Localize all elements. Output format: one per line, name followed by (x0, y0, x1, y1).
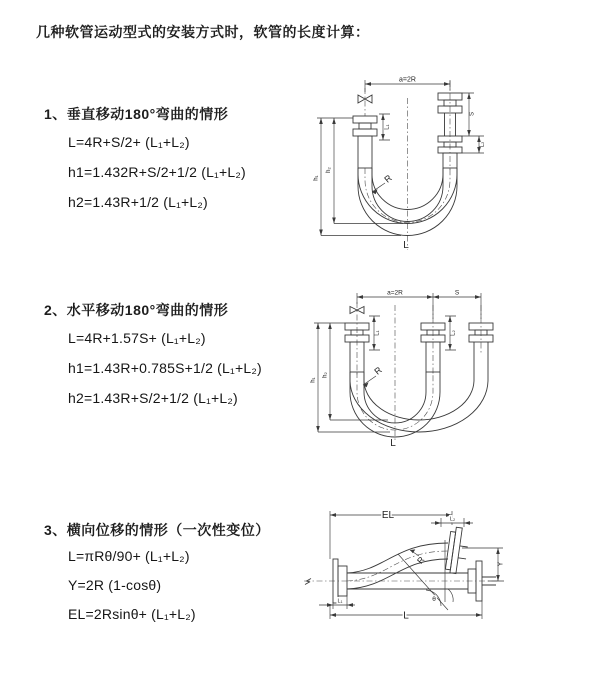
label-l2: L₂ (450, 330, 457, 336)
dimension-a2r-s (357, 290, 481, 320)
label-el: EL (381, 510, 395, 521)
u-bend-hose (350, 342, 488, 437)
radius-leader (363, 364, 384, 387)
formula-1-h2: h2=1.43R+1/2 (L₁+L₂) (68, 194, 208, 210)
label-l-total: L (390, 438, 396, 449)
dimension-h2 (326, 118, 403, 224)
label-h2: h₂ (322, 372, 329, 378)
label-s: S (454, 289, 460, 297)
dimension-l1 (379, 114, 391, 140)
label-a2r: a=2R (387, 289, 403, 297)
dimension-l1 (319, 591, 355, 609)
dimension-l2 (445, 316, 457, 350)
formula-2-h2: h2=1.43R+S/2+1/2 (L₁+L₂) (68, 390, 238, 406)
displaced-flange-fitting (445, 527, 470, 575)
label-l1: L₁ (384, 124, 391, 130)
formula-1-h1: h1=1.432R+S/2+1/2 (L₁+L₂) (68, 164, 246, 180)
dimension-s (462, 93, 484, 136)
label-l-total: L (403, 240, 409, 251)
radius-leader (372, 172, 394, 194)
dimension-a2r (365, 77, 450, 93)
label-r: R (372, 364, 384, 377)
label-y: Y (497, 561, 505, 567)
dimension-l2 (462, 136, 486, 153)
flange-fittings (345, 323, 493, 342)
displaced-hose-curve (347, 543, 448, 589)
dimension-l2 (431, 517, 473, 528)
left-flange-fitting (353, 116, 377, 136)
section-2-heading: 2、水平移动180°弯曲的情形 (44, 302, 229, 318)
label-l2: L₂ (479, 141, 486, 148)
label-h1: h₁ (310, 377, 317, 383)
label-l-total: L (403, 610, 409, 622)
label-h1: h₁ (313, 175, 320, 181)
left-hose-braid (358, 136, 372, 168)
centerlines (365, 81, 450, 250)
label-l1: L₁ (337, 598, 343, 605)
formula-2-h1: h1=1.43R+0.785S+1/2 (L₁+L₂) (68, 360, 262, 376)
label-a2r: a=2R (399, 76, 416, 84)
formula-3-L: L=πRθ/90+ (L₁+L₂) (68, 548, 190, 564)
dimension-l1 (369, 316, 381, 350)
formula-3-Y: Y=2R (1-cosθ) (68, 577, 162, 593)
label-l1: L₁ (374, 330, 381, 336)
label-l2: L₂ (449, 516, 456, 523)
diagram-1-vertical-bend (313, 70, 588, 262)
label-s: S (469, 111, 476, 117)
label-theta: θ (432, 596, 436, 603)
section-3-heading: 3、横向位移的情形（一次性变位） (44, 522, 270, 538)
formula-1-L: L=4R+S/2+ (L₁+L₂) (68, 134, 190, 150)
diagram-3-lateral-displacement (300, 498, 598, 650)
formula-2-L: L=4R+1.57S+ (L₁+L₂) (68, 330, 206, 346)
label-r: R (382, 172, 394, 185)
formula-3-EL: EL=2Rsinθ+ (L₁+L₂) (68, 606, 196, 622)
label-h2: h₂ (326, 167, 332, 173)
label-r: R (414, 554, 427, 566)
diagram-2-horizontal-bend (310, 280, 595, 462)
centerline-break-icon (305, 579, 311, 585)
section-1-heading: 1、垂直移动180°弯曲的情形 (44, 106, 229, 122)
page-title: 几种软管运动型式的安装方式时，软管的长度计算： (36, 24, 370, 40)
radius-leader (410, 549, 427, 565)
